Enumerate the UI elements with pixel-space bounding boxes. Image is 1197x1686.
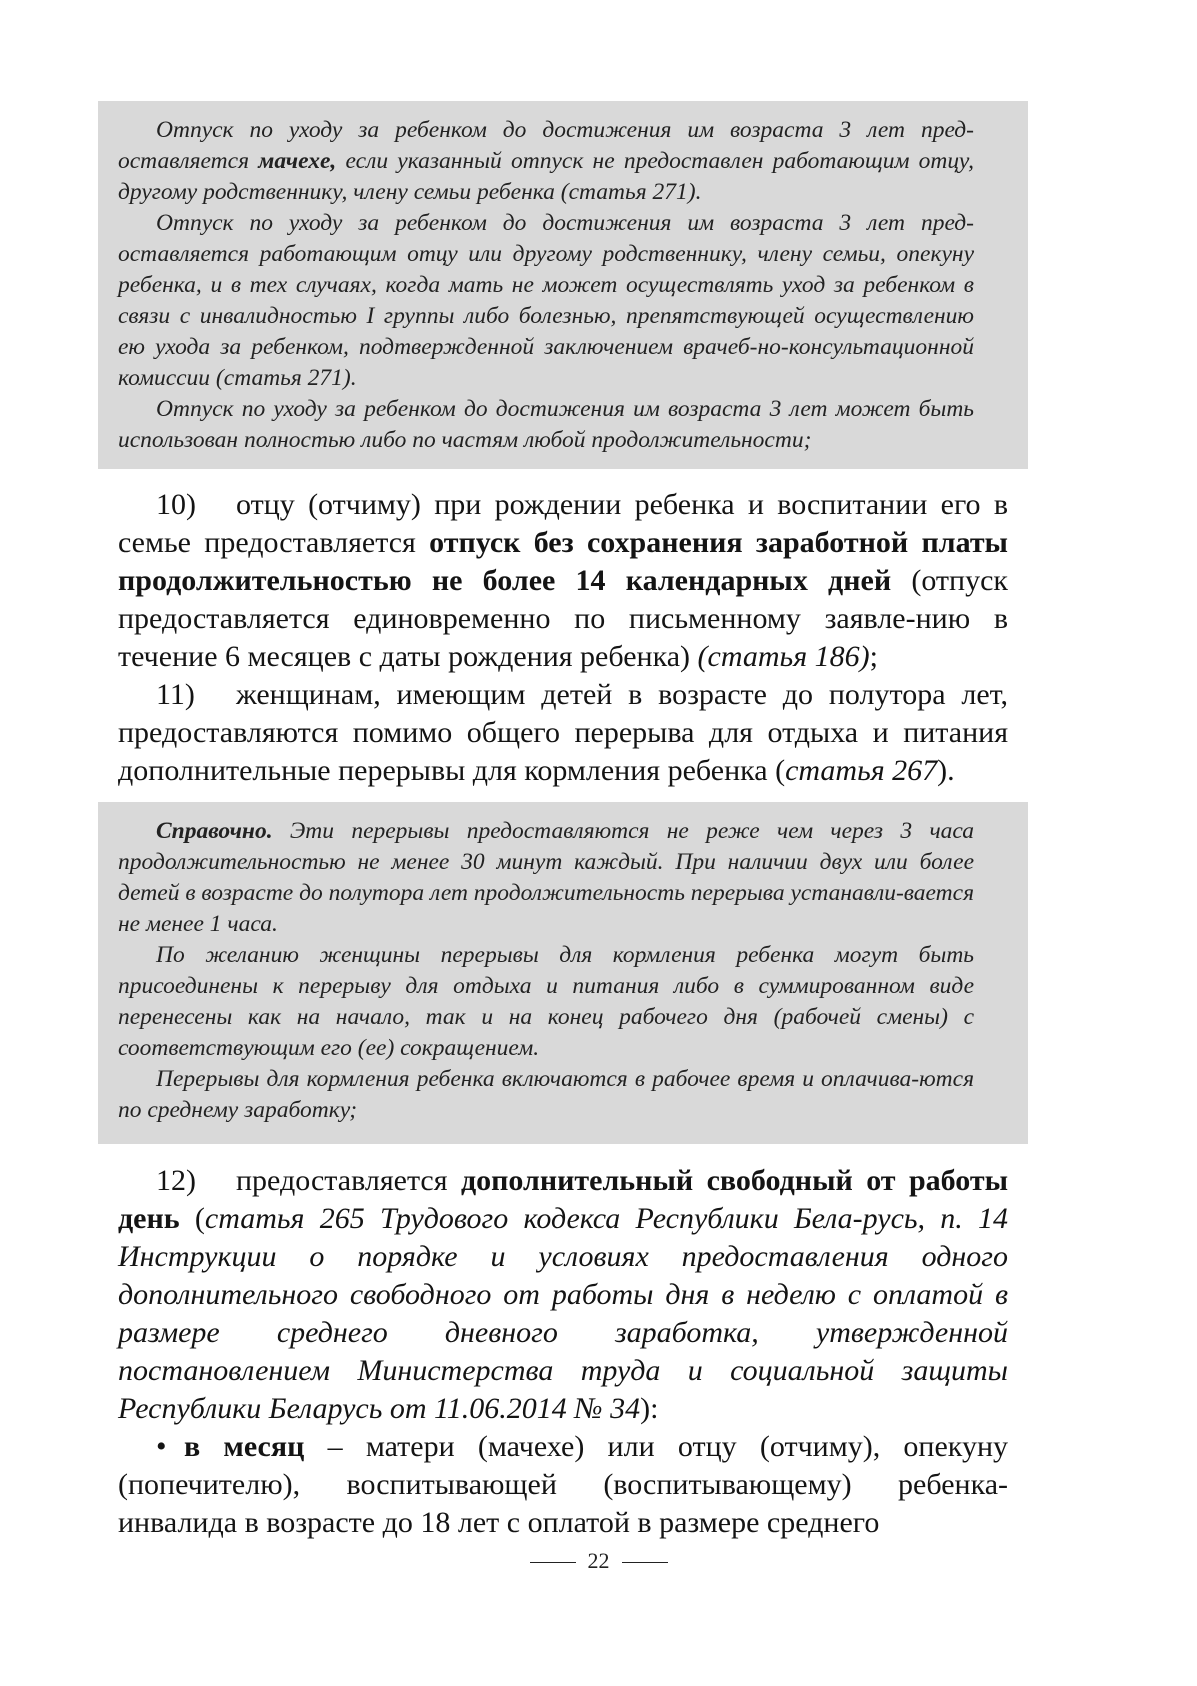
note-paragraph: Отпуск по уходу за ребенком до достижения им возраста 3 лет может быть использован полностью либо по частям любой продолжительности; xyxy=(118,396,974,453)
note-bold-text: Справочно. xyxy=(156,818,273,844)
item-text: ; xyxy=(869,640,878,673)
page-number: 22 xyxy=(587,1548,610,1573)
article-reference: статья 267 xyxy=(785,754,938,787)
item-number: 10) xyxy=(156,488,196,521)
article-reference: (статья 186) xyxy=(697,640,870,673)
item-bold-text: в месяц xyxy=(184,1430,305,1463)
note-text: если указанный отпуск не предоставлен работающим отцу, другому родственнику, члену семьи ребенка (статья 271). xyxy=(118,148,974,205)
item-bold-text: отпуск без сохранения заработной платы продолжительностью не более 14 календарных дней xyxy=(118,526,1008,597)
bullet-icon: • xyxy=(156,1430,167,1463)
item-number: 11) xyxy=(156,678,195,711)
main-text-block xyxy=(118,486,1008,790)
note-paragraph: Перерывы для кормления ребенка включаются в рабочее время и оплачива-ются по среднему заработку; xyxy=(118,1066,974,1123)
item-number: 12) xyxy=(156,1164,196,1197)
footer-rule-right xyxy=(622,1562,668,1563)
note-paragraph: По желанию женщины перерывы для кормления ребенка могут быть присоединены к перерыву для отдыха и питания либо в суммированном виде перенесены как на начало, так и на конец рабочего дня (рабочей смены) с соответствующим его (ее) сокращением. xyxy=(118,942,974,1061)
note-text: Отпуск по уходу за ребенком до достижения им возраста 3 лет пред-оставляется xyxy=(118,117,974,174)
note-bold-text: мачехе, xyxy=(258,148,337,174)
main-text-block xyxy=(118,1162,1008,1542)
item-text: – матери (мачехе) или отцу (отчиму), опекуну (попечителю), воспитывающей (воспитывающему) ребенка-инвалида в возрасте до 18 лет с оплатой в размере среднего xyxy=(118,1430,1008,1539)
item-text: (отпуск предоставляется единовременно по письменному заявле-нию в течение 6 месяцев с даты рождения ребенка) xyxy=(118,564,1008,673)
item-text: ): xyxy=(640,1392,659,1425)
page-footer xyxy=(0,1548,1197,1574)
item-text: ). xyxy=(937,754,955,787)
note-box-feeding-breaks xyxy=(98,802,1028,1144)
list-item-12 xyxy=(118,1162,1008,1428)
note-paragraph xyxy=(118,816,974,940)
item-bold-text: дополнительный свободный от работы день xyxy=(118,1164,1008,1235)
bullet-item xyxy=(118,1428,1008,1542)
item-text: ( xyxy=(179,1202,205,1235)
footer-rule-left xyxy=(530,1562,576,1563)
note-text: Эти перерывы предоставляются не реже чем через 3 часа продолжительностью не менее 30 минут каждый. При наличии двух или более детей в возрасте до полутора лет продолжительность перерыва устанавли-вается не менее 1 часа. xyxy=(118,818,975,937)
item-text: предоставляется xyxy=(236,1164,461,1197)
item-text: женщинам, имеющим детей в возрасте до полутора лет, предоставляются помимо общего перерыва для отдыха и питания дополнительные перерывы для кормления ребенка ( xyxy=(118,678,1008,787)
list-item-11 xyxy=(118,676,1008,790)
article-reference: статья 265 Трудового кодекса Республики Бела-русь, п. 14 Инструкции о порядке и условиях предоставления одного дополнительного свободного от работы дня в неделю с оплатой в размере среднего дневного заработка, утвержденной постановлением Министерства труда и социальной защиты Республики Беларусь от 11.06.2014 № 34 xyxy=(118,1202,1008,1425)
note-box-maternity-leave xyxy=(98,101,1028,469)
list-item-10 xyxy=(118,486,1008,676)
note-paragraph xyxy=(118,115,974,208)
note-paragraph: Отпуск по уходу за ребенком до достижения им возраста 3 лет пред-оставляется работающим отцу или другому родственнику, члену семьи, опекуну ребенка, и в тех случаях, когда мать не может осуществлять уход за ребенком в связи с инвалидностью I группы либо болезнью, препятствующей осуществлению ею ухода за ребенком, подтвержденной заключением врачеб-но-консультационной комиссии (статья 271). xyxy=(118,210,974,391)
item-text: отцу (отчиму) при рождении ребенка и воспитании его в семье предоставляется xyxy=(118,488,1008,559)
